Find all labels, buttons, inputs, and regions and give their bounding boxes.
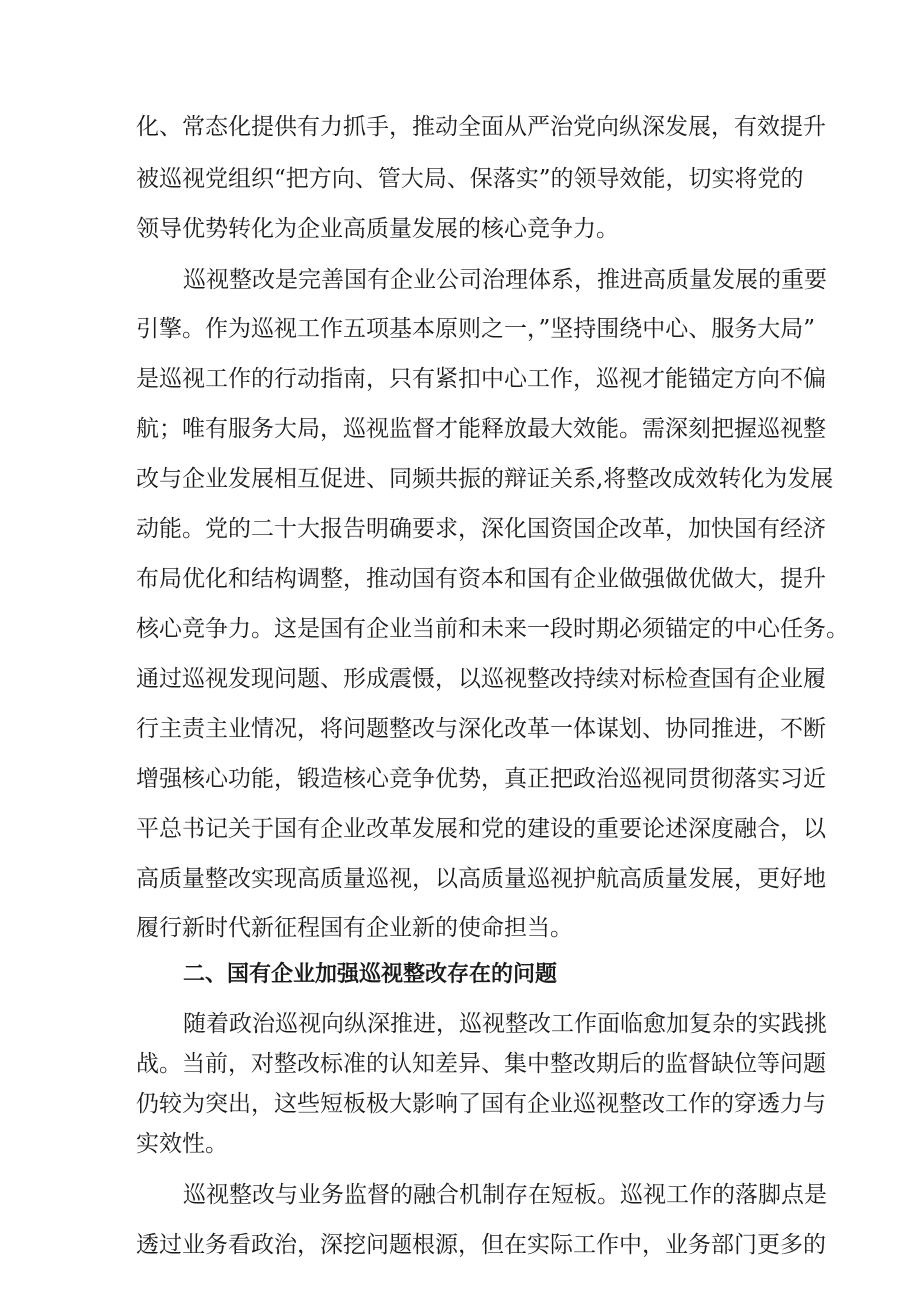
text-line: 化、常态化提供有力抓手，推动全面从严治党向纵深发展，有效提升 <box>136 114 826 140</box>
text-line: 仍较为突出，这些短板极大影响了国有企业巡视整改工作的穿透力与 <box>136 1091 826 1117</box>
text-line: 被巡视党组织“把方向、管大局、保落实”的领导效能，切实将党的 <box>136 166 804 192</box>
text-line: 透过业务看政治，深挖问题根源，但在实际工作中，业务部门更多的 <box>136 1232 826 1258</box>
text-line: 巡视整改与业务监督的融合机制存在短板。巡视工作的落脚点是 <box>183 1182 827 1208</box>
text-line: 航；唯有服务大局，巡视监督才能释放最大效能。需深刻把握巡视整 <box>136 416 826 442</box>
text-line: 战。当前，对整改标准的认知差异、集中整改期后的监督缺位等问题 <box>136 1051 826 1077</box>
text-line: 增强核心功能，锻造核心竞争优势，真正把政治巡视同贯彻落实习近 <box>136 766 826 792</box>
text-line: 布局优化和结构调整，推动国有资本和国有企业做强做优做大，提升 <box>136 566 826 592</box>
text-line: 动能。党的二十大报告明确要求，深化国资国企改革，加快国有经济 <box>136 516 826 542</box>
text-line: 领导优势转化为企业高质量发展的核心竞争力。 <box>136 216 619 242</box>
text-line: 平总书记关于国有企业改革发展和党的建设的重要论述深度融合，以 <box>136 816 826 842</box>
text-line: 改与企业发展相互促进、同频共振的辩证关系,将整改成效转化为发展 <box>136 466 834 492</box>
text-line: 核心竞争力。这是国有企业当前和未来一段时期必须锚定的中心任务。 <box>136 616 849 642</box>
text-line: 巡视整改是完善国有企业公司治理体系，推进高质量发展的重要 <box>183 267 827 293</box>
text-line: 实效性。 <box>136 1131 228 1157</box>
text-line: 高质量整改实现高质量巡视，以高质量巡视护航高质量发展，更好地 <box>136 866 826 892</box>
text-line: 行主责主业情况，将问题整改与深化改革一体谋划、协同推进，不断 <box>136 716 826 742</box>
text-line: 履行新时代新征程国有企业新的使命担当。 <box>136 915 573 941</box>
text-line: 随着政治巡视向纵深推进，巡视整改工作面临愈加复杂的实践挑 <box>183 1011 827 1037</box>
text-line: 通过巡视发现问题、形成震慑，以巡视整改持续对标检查国有企业履 <box>136 666 826 692</box>
text-line: 引擎。作为巡视工作五项基本原则之一，”坚持围绕中心、服务大局” <box>136 316 816 342</box>
section-heading: 二、国有企业加强巡视整改存在的问题 <box>183 962 558 987</box>
text-line: 是巡视工作的行动指南，只有紧扣中心工作，巡视才能锚定方向不偏 <box>136 366 826 392</box>
